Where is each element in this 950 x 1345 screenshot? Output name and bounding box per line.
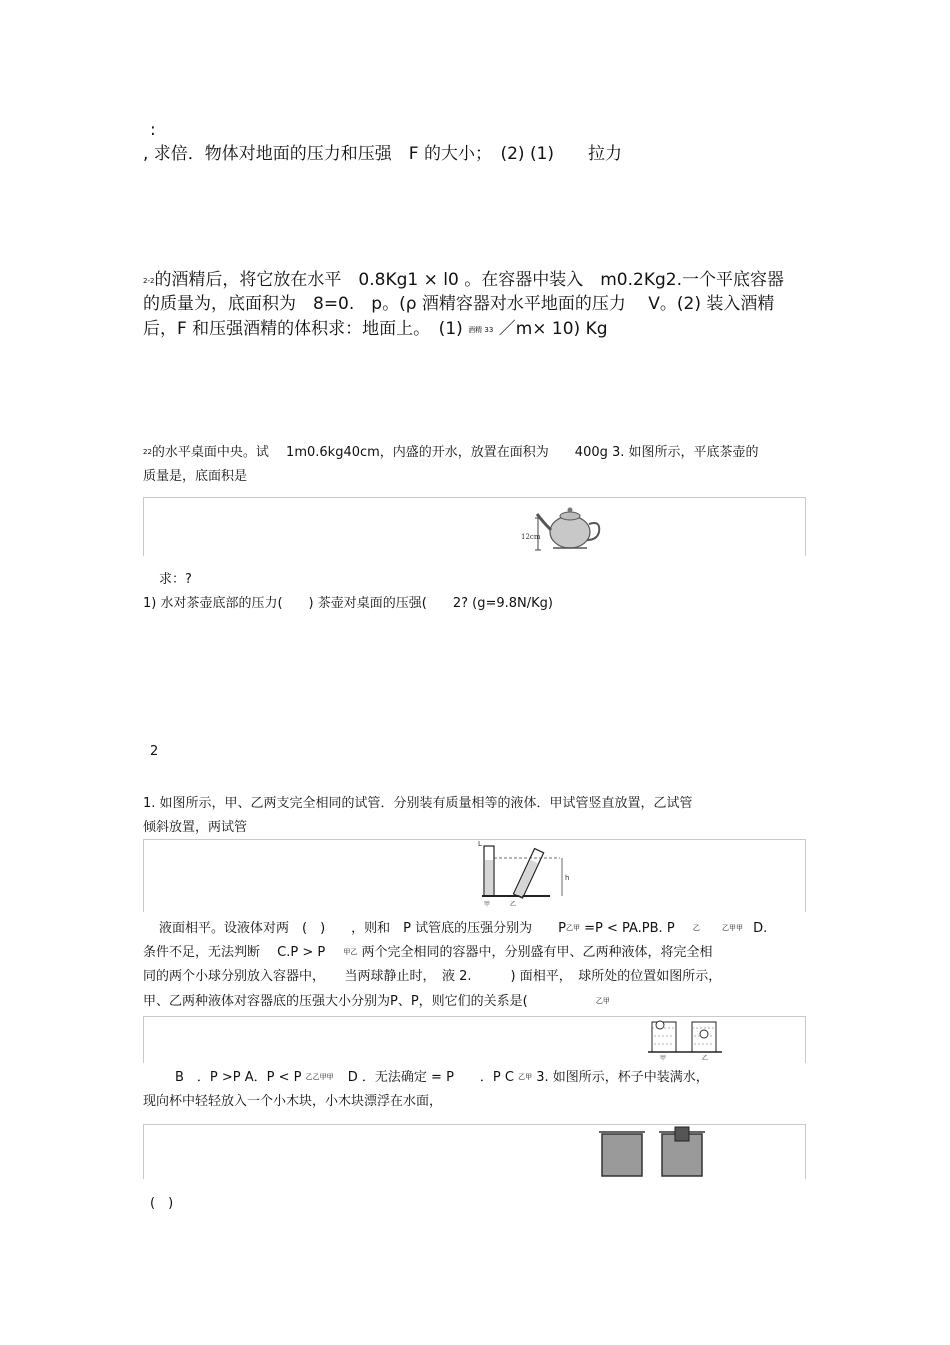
text-run: =P < PA.PB. P: [584, 921, 675, 936]
subscript-note: 乙甲: [518, 1073, 533, 1081]
text-run: 条件不足，无法判断 C.P > P: [143, 945, 326, 960]
problem-text-line: 现向杯中轻轻放入一个小木块，小木块漂浮在水面，: [143, 1094, 443, 1109]
label-yi: 乙: [702, 1055, 709, 1062]
subscript-note: 甲乙: [343, 948, 358, 956]
text-run: D ．无法确定 = P ．P C: [347, 1070, 514, 1085]
problem-text-line: [143, 272, 784, 289]
label-yi: 乙: [510, 901, 517, 908]
subscript-note: 乙甲: [595, 997, 610, 1005]
problem-text-line: [159, 922, 767, 935]
text-run: 甲、乙两种液体对容器底的压强大小分别为P、P，则它们的关系是(: [143, 994, 528, 1009]
text-run: 的酒精后，将它放在水平 0.8Kg1 × l0 。在容器中装入 m0.2Kg2.一个平底容器: [154, 270, 784, 290]
subscript-note: 酒精 33: [468, 326, 494, 334]
subscript-note: 乙甲甲: [721, 924, 743, 932]
subscript-note: 乙甲: [565, 924, 580, 932]
text-run: D.: [753, 921, 768, 936]
problem-text-line: 倾斜放置，两试管: [143, 820, 248, 835]
problem-text-line: [143, 995, 610, 1008]
text-run: 液面相平。设液体对两 ( ) ，则和 P 试管底的压强分别为 P: [159, 921, 566, 936]
problem-text-line: 质量是，底面积是: [143, 469, 248, 484]
problem-text-line: 1. 如图所示，甲、乙两支完全相同的试管．分别装有质量相等的液体．甲试管竖直放置，乙试管: [143, 796, 693, 811]
colon-mark: :: [150, 120, 156, 140]
label-jia: 甲: [484, 901, 491, 908]
text-run: B ．P >P A．P < P: [175, 1070, 302, 1085]
problem-text-line: 1) 水对茶壶底部的压力( ) 茶壶对桌面的压强( 2? (g=9.8N/Kg): [143, 596, 553, 611]
text-run: 的水平桌面中央。试 1m0.6kg40cm，内盛的开水，放置在面积为 400g 3. 如图所示，平底茶壶的: [151, 445, 759, 460]
containers-figure: [640, 1014, 730, 1062]
text-run: 后，F 和压强酒精的体积求：地面上。 (1): [143, 319, 463, 339]
text-run: 3. 如图所示，杯子中装满水，: [536, 1070, 709, 1085]
answer-paren: ( ): [150, 1196, 174, 1211]
text-run: 两个完全相同的容器中，分别盛有甲、乙两种液体，将完全相: [361, 945, 713, 960]
problem-text-line: [143, 321, 608, 338]
test-tube-figure: [470, 838, 580, 910]
label-jia: 甲: [660, 1055, 667, 1062]
superscript-note: 22: [143, 448, 152, 456]
cups-figure: [595, 1124, 715, 1178]
subscript-note: 乙: [692, 924, 700, 932]
problem-text-line: [143, 446, 759, 459]
figure-frame: [143, 497, 806, 556]
problem-text-line: 求：?: [159, 572, 192, 587]
text-run: ／m× 10) Kg: [498, 319, 608, 339]
superscript-note: 2-2: [143, 277, 155, 285]
height-label: 12cm: [521, 533, 541, 541]
problem-text-line: 的质量为，底面积为 8=0. p。(ρ 酒精容器对水平地面的压力 V。(2) 装入酒精: [143, 294, 775, 314]
label-h: h: [565, 874, 570, 882]
problem-text-line: 同的两个小球分别放入容器中， 当两球静止时， 液 2. ) 面相平， 球所处的位置如图所示，: [143, 969, 722, 984]
problem-text-line: [143, 946, 712, 959]
teapot-figure: [515, 500, 610, 556]
problem-text-line: [175, 1071, 709, 1084]
subscript-note: 乙乙甲甲: [305, 1073, 334, 1081]
label-l: L: [478, 840, 482, 848]
section-number: 2: [150, 744, 159, 759]
problem-text-line: , 求倍．物体对地面的压力和压强 F 的大小； (2) (1) 拉力: [143, 144, 623, 164]
